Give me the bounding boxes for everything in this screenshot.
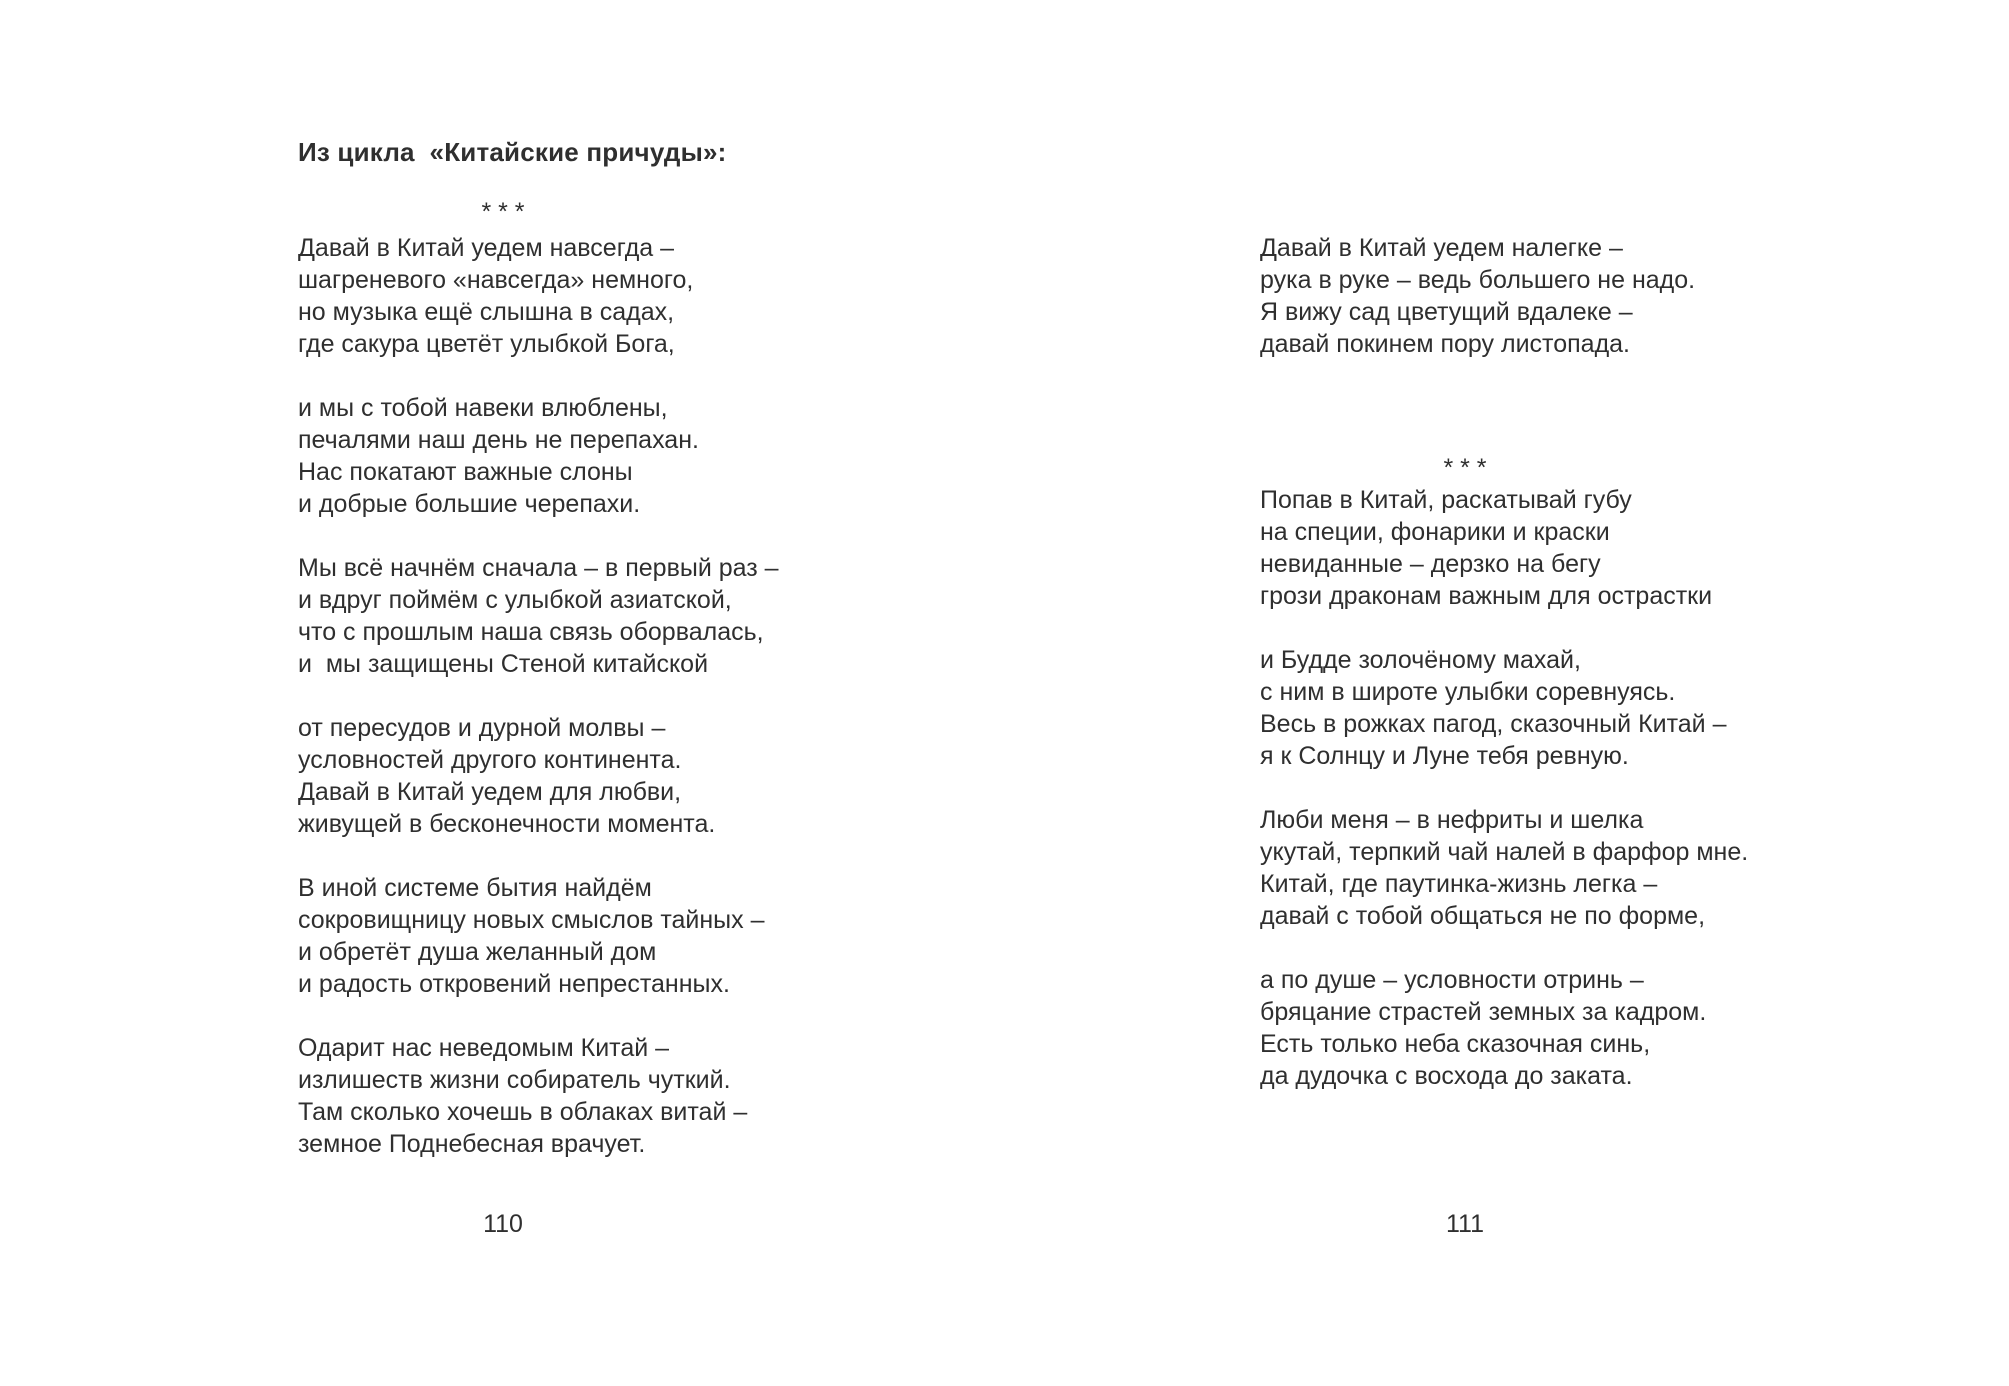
poem-line: живущей в бесконечности момента. xyxy=(298,810,716,838)
poem-line: давай покинем пору листопада. xyxy=(1260,330,1631,358)
stanza xyxy=(1260,804,1748,932)
poem-line: Есть только неба сказочная синь, xyxy=(1260,1030,1651,1058)
stanza xyxy=(298,872,779,1000)
poem-line: грози драконам важным для острастки xyxy=(1260,582,1713,610)
poem-line: с ним в широте улыбки соревнуясь. xyxy=(1260,678,1676,706)
poem-line: от пересудов и дурной молвы – xyxy=(298,714,666,742)
poem-line: и обретёт душа желанный дом xyxy=(298,938,657,966)
poem-line: Китай, где паутинка-жизнь легка – xyxy=(1260,870,1658,898)
poem-line: Давай в Китай уедем для любви, xyxy=(298,778,682,806)
poem-line: Весь в рожках пагод, сказочный Китай – xyxy=(1260,710,1727,738)
poem-line: сокровищницу новых смыслов тайных – xyxy=(298,906,765,934)
poem-line: и мы с тобой навеки влюблены, xyxy=(298,394,668,422)
poem-continuation xyxy=(1260,232,1695,360)
stanza xyxy=(1260,484,1748,612)
poem-left xyxy=(298,232,779,1160)
poem-line: где сакура цветёт улыбкой Бога, xyxy=(298,330,675,358)
poem-line: что с прошлым наша связь оборвалась, xyxy=(298,618,764,646)
poem-line: укутай, терпкий чай налей в фарфор мне. xyxy=(1260,838,1749,866)
stanza-separator: * * * xyxy=(481,198,525,226)
poem-line: я к Солнцу и Луне тебя ревную. xyxy=(1260,742,1629,770)
poem-right xyxy=(1260,484,1748,1092)
poem-line: условностей другого континента. xyxy=(298,746,682,774)
poem-line: земное Поднебесная врачует. xyxy=(298,1130,646,1158)
poem-line: но музыка ещё слышна в садах, xyxy=(298,298,675,326)
poem-line: Мы всё начнём сначала – в первый раз – xyxy=(298,554,779,582)
stanza xyxy=(1260,232,1695,360)
stanza xyxy=(298,232,779,360)
poem-line: В иной системе бытия найдём xyxy=(298,874,652,902)
poem-line: Попав в Китай, раскатывай губу xyxy=(1260,486,1632,514)
stanza xyxy=(298,392,779,520)
poem-line: и добрые большие черепахи. xyxy=(298,490,641,518)
poem-line: бряцание страстей земных за кадром. xyxy=(1260,998,1707,1026)
page-number-right: 111 xyxy=(1445,1210,1484,1238)
poem-line: Давай в Китай уедем налегке – xyxy=(1260,234,1623,262)
stanza xyxy=(298,552,779,680)
poem-line: и мы защищены Стеной китайской xyxy=(298,650,709,678)
stanza xyxy=(1260,644,1748,772)
poem-line: и Будде золочёному махай, xyxy=(1260,646,1581,674)
poem-line: печалями наш день не перепахан. xyxy=(298,426,699,454)
poem-line: шагреневого «навсегда» немного, xyxy=(298,266,694,294)
stanza xyxy=(298,712,779,840)
poem-line: а по душе – условности отринь – xyxy=(1260,966,1644,994)
page-number-left: 110 xyxy=(483,1210,523,1238)
poem-line: Давай в Китай уедем навсегда – xyxy=(298,234,675,262)
poem-line: рука в руке – ведь большего не надо. xyxy=(1260,266,1696,294)
poem-line: Люби меня – в нефриты и шелка xyxy=(1260,806,1644,834)
poem-line: и вдруг поймём с улыбкой азиатской, xyxy=(298,586,732,614)
poem-line: Нас покатают важные слоны xyxy=(298,458,633,486)
poem-line: излишеств жизни собиратель чуткий. xyxy=(298,1066,731,1094)
poem-line: и радость откровений непрестанных. xyxy=(298,970,730,998)
page-left xyxy=(298,0,858,1386)
poem-line: да дудочка с восхода до заката. xyxy=(1260,1062,1633,1090)
poem-line: на специи, фонарики и краски xyxy=(1260,518,1610,546)
poem-line: невиданные – дерзко на бегу xyxy=(1260,550,1601,578)
poem-line: Там сколько хочешь в облаках витай – xyxy=(298,1098,748,1126)
poem-line: давай с тобой общаться не по форме, xyxy=(1260,902,1706,930)
poem-line: Я вижу сад цветущий вдалеке – xyxy=(1260,298,1633,326)
poem-line: Одарит нас неведомым Китай – xyxy=(298,1034,670,1062)
page-right xyxy=(1260,0,1820,1386)
cycle-heading: Из цикла «Китайские причуды»: xyxy=(298,137,727,167)
stanza-separator: * * * xyxy=(1443,454,1487,482)
stanza xyxy=(298,1032,779,1160)
stanza xyxy=(1260,964,1748,1092)
